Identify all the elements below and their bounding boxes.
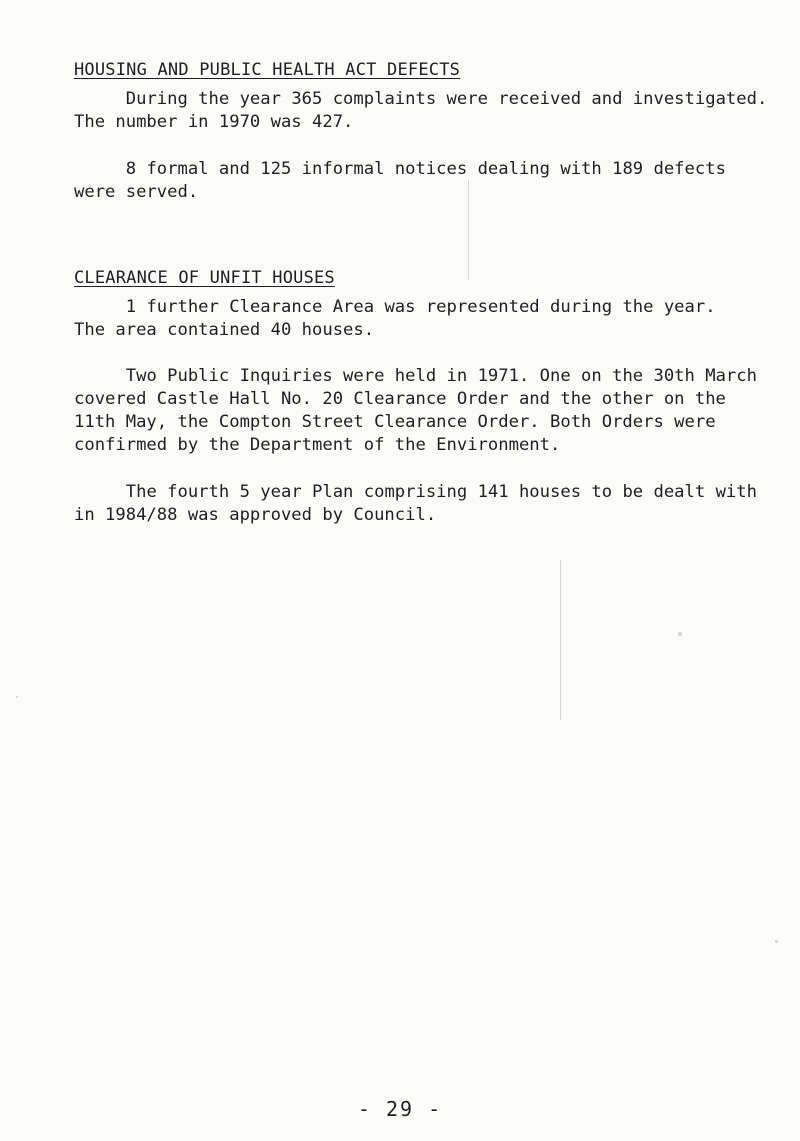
- paragraph-five-year-plan: The fourth 5 year Plan comprising 141 houses to be dealt with in 1984/88 was approved by Council.: [74, 482, 757, 525]
- section-heading-housing-defects: HOUSING AND PUBLIC HEALTH ACT DEFECTS: [74, 60, 461, 80]
- scan-mark: [468, 180, 469, 280]
- paragraph-notices: 8 formal and 125 informal notices dealing with 189 defects were served.: [74, 159, 726, 202]
- section-heading-clearance: CLEARANCE OF UNFIT HOUSES: [74, 268, 335, 288]
- scan-mark: [560, 560, 561, 720]
- paragraph-public-inquiries: Two Public Inquiries were held in 1971. One on the 30th March covered Castle Hall No. 20 Clearance Order and the other on the 11th May, the Compton Street Clearance Order. Both Orders were confirmed by the Department of the Environment.: [74, 366, 757, 455]
- paragraph-clearance-area: 1 further Clearance Area was represented during the year. The area contained 40 houses.: [74, 297, 716, 340]
- paragraph-complaints: During the year 365 complaints were received and investigated. The number in 1970 was 427.: [74, 89, 768, 132]
- scan-mark: [678, 632, 682, 636]
- scan-mark: [16, 696, 18, 698]
- page-number: - 29 -: [357, 1097, 443, 1121]
- scan-mark: [775, 940, 778, 943]
